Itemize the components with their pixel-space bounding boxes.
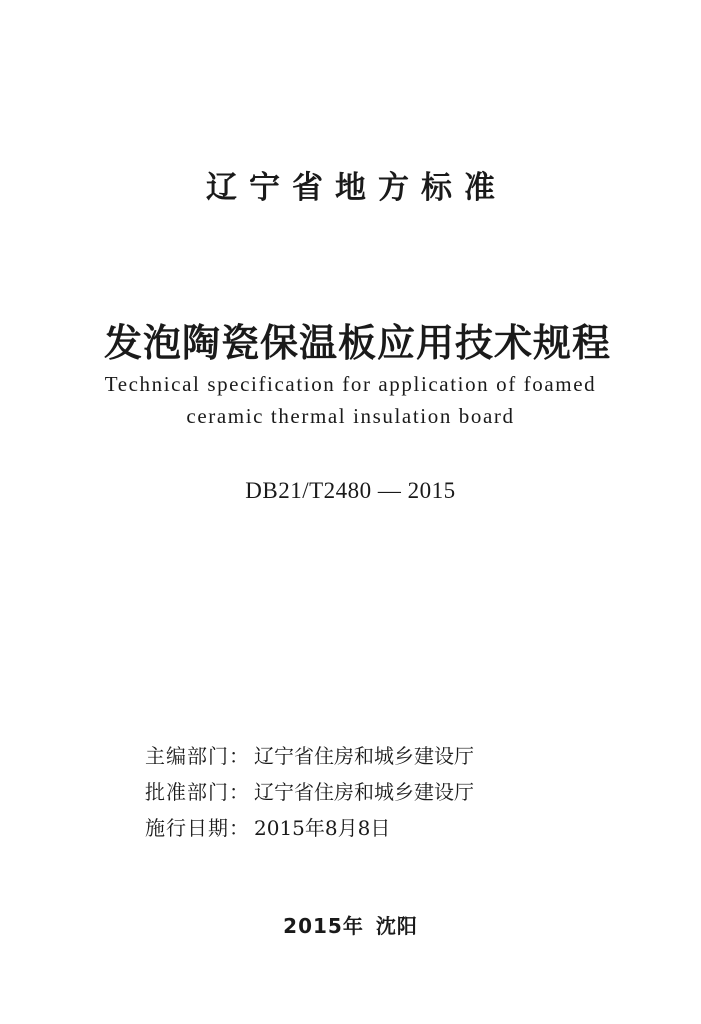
footer-city: 沈阳 [375,914,418,938]
main-title-english-line-1: Technical specification for application of foamed [104,372,597,396]
main-title-english-line-2: ceramic thermal insulation board [186,404,515,428]
info-row-approver [145,774,474,810]
footer-year: 2015年 [283,914,364,938]
info-row-effective-date [145,810,474,846]
info-label: 施行日期： [145,816,250,840]
info-value: 辽宁省住房和城乡建设厅 [254,780,474,804]
info-row-editor [145,738,474,774]
info-label: 主编部门： [145,744,250,768]
standard-code: DB21/T2480 — 2015 [245,478,456,503]
publication-footer [0,910,701,939]
series-title: 辽宁省地方标准 [206,170,507,206]
main-title-english [0,368,701,432]
main-title-chinese: 发泡陶瓷保温板应用技术规程 [103,320,611,365]
publication-info [145,738,474,846]
info-label: 批准部门： [145,780,250,804]
info-value: 辽宁省住房和城乡建设厅 [254,744,474,768]
info-value: 2015年8月8日 [254,816,391,840]
